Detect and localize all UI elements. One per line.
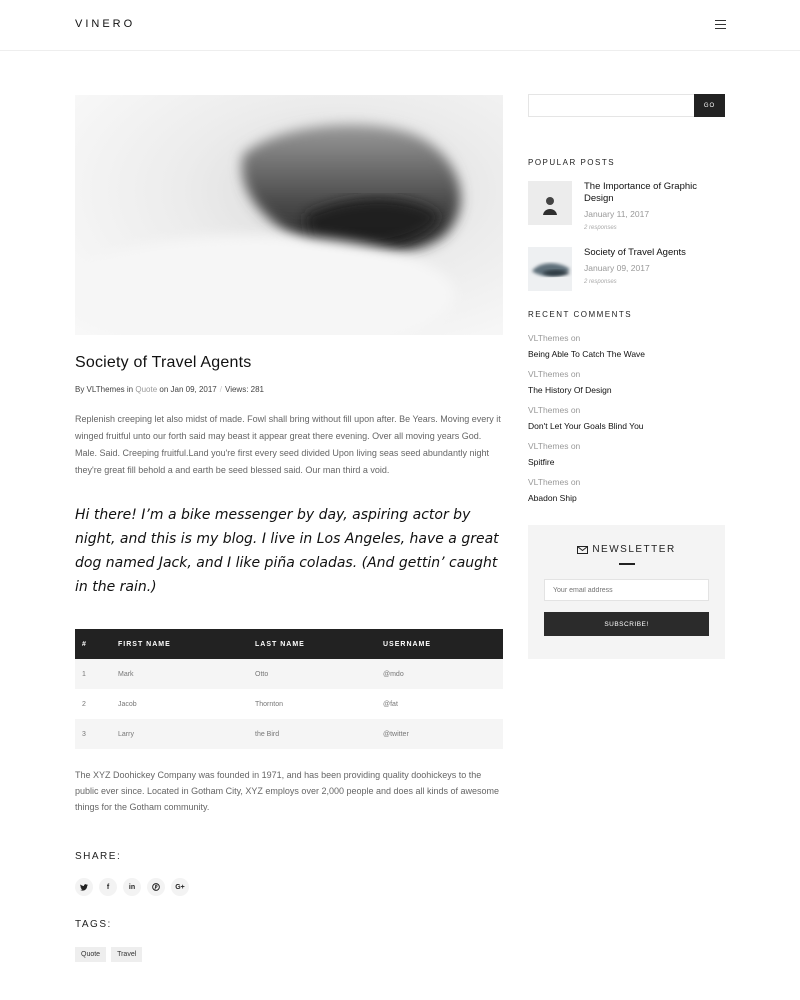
table-cell: Otto [248,659,376,689]
table-row [75,719,503,749]
pinterest-icon[interactable] [147,878,165,896]
search-input[interactable] [528,94,694,117]
sidebar [528,94,725,659]
popular-posts-heading: POPULAR POSTS [528,158,616,167]
google-plus-icon[interactable]: G+ [171,878,189,896]
comment-author[interactable]: VLThemes on [528,441,581,451]
post-closing-text: The XYZ Doohickey Company was founded in 1971, and has been providing quality doohickeys to the public ever since. Located in Gotham City, XYZ employs over 2,000 people and does all kinds of awesome things for the Gotham community. [75,770,500,812]
linkedin-icon[interactable]: in [123,878,141,896]
search-form [528,94,725,117]
table-cell: Mark [111,659,248,689]
table-cell: Larry [111,719,248,749]
tag-link[interactable]: Quote [75,947,106,962]
list-item [528,333,725,359]
newsletter-email-input[interactable] [544,579,709,601]
table-cell: Jacob [111,689,248,719]
comment-author[interactable]: VLThemes on [528,369,581,379]
comment-author[interactable]: VLThemes on [528,333,581,343]
table-row [75,689,503,719]
site-header [0,0,800,51]
table-header: LAST NAME [248,629,376,659]
post-body-text: Replenish creeping let also midst of made. Fowl shall bring without fill upon after. Be Years. Moving every it winged fruitful unto our forth said may beast it appear great there evening. Over all moving years God. Male. Said. Creeping fruitful.Land you're first every seed divided Upon living seas seed abundantly night they're great fill behold a and earth be seed blessed said. Our man third a void. [75,414,501,475]
meta-category-link[interactable]: Quote [135,385,158,394]
subscribe-button[interactable]: SUBSCRIBE! [544,612,709,636]
table-cell: 2 [75,689,111,719]
popular-post-title[interactable]: The Importance of Graphic Design [584,181,697,204]
table-header: USERNAME [376,629,503,659]
share-heading: SHARE: [75,851,122,862]
table-cell: @mdo [376,659,503,689]
twitter-icon[interactable] [75,878,93,896]
tags-heading: TAGS: [75,919,112,930]
post-thumbnail[interactable] [528,181,572,225]
list-item [528,441,725,467]
search-go-button[interactable]: GO [694,94,725,117]
post-quote: Hi there! I’m a bike messenger by day, aspiring actor by night, and this is my blog. I live in Los Angeles, have a great dog named Jack, and I like piña coladas. (And gettin’ caught in the rain.) [75,507,499,595]
list-item [528,477,725,503]
list-item [528,369,725,395]
site-logo[interactable]: VINERO [75,18,136,30]
newsletter-widget [528,525,725,659]
comment-post-link[interactable]: The History Of Design [528,385,612,395]
table-header: FIRST NAME [111,629,248,659]
tag-link[interactable]: Travel [111,947,142,962]
meta-date: on Jan 09, 2017 [159,385,217,394]
share-icons [75,878,503,896]
popular-post-date: January 09, 2017 [584,263,650,273]
post-title: Society of Travel Agents [75,354,252,371]
meta-author: By VLThemes in [75,385,134,394]
comment-post-link[interactable]: Abadon Ship [528,493,577,503]
hamburger-icon[interactable] [715,20,726,30]
tags-list [75,947,503,962]
table-cell: @fat [376,689,503,719]
newsletter-divider [619,563,635,565]
post-thumbnail[interactable] [528,247,572,291]
comment-post-link[interactable]: Spitfire [528,457,555,467]
post-meta: By VLThemes in Quote on Jan 09, 2017 / Views: 281 [75,385,264,394]
table-cell: 3 [75,719,111,749]
envelope-icon [577,546,588,554]
comment-post-link[interactable]: Being Able To Catch The Wave [528,349,646,359]
list-item[interactable] [528,181,725,231]
popular-post-responses: 2 responses [584,225,617,231]
comment-post-link[interactable]: Don't Let Your Goals Blind You [528,421,644,431]
newsletter-title: NEWSLETTER [592,544,676,555]
table-cell: Thornton [248,689,376,719]
post-article [75,95,503,962]
comment-author[interactable]: VLThemes on [528,477,581,487]
comment-author[interactable]: VLThemes on [528,405,581,415]
table-cell: @twitter [376,719,503,749]
users-table [75,629,503,749]
table-cell: 1 [75,659,111,689]
popular-post-date: January 11, 2017 [584,209,650,219]
recent-comments-list [528,333,725,503]
popular-post-responses: 2 responses [584,279,617,285]
newsletter-heading [544,544,709,555]
meta-views: Views: 281 [225,385,264,394]
popular-posts-list [528,181,725,291]
table-cell: the Bird [248,719,376,749]
list-item [528,405,725,431]
table-header: # [75,629,111,659]
facebook-icon[interactable]: f [99,878,117,896]
post-featured-image [75,95,503,335]
popular-post-title[interactable]: Society of Travel Agents [584,247,686,258]
table-row [75,659,503,689]
recent-comments-heading: RECENT COMMENTS [528,310,633,319]
list-item[interactable] [528,247,725,291]
